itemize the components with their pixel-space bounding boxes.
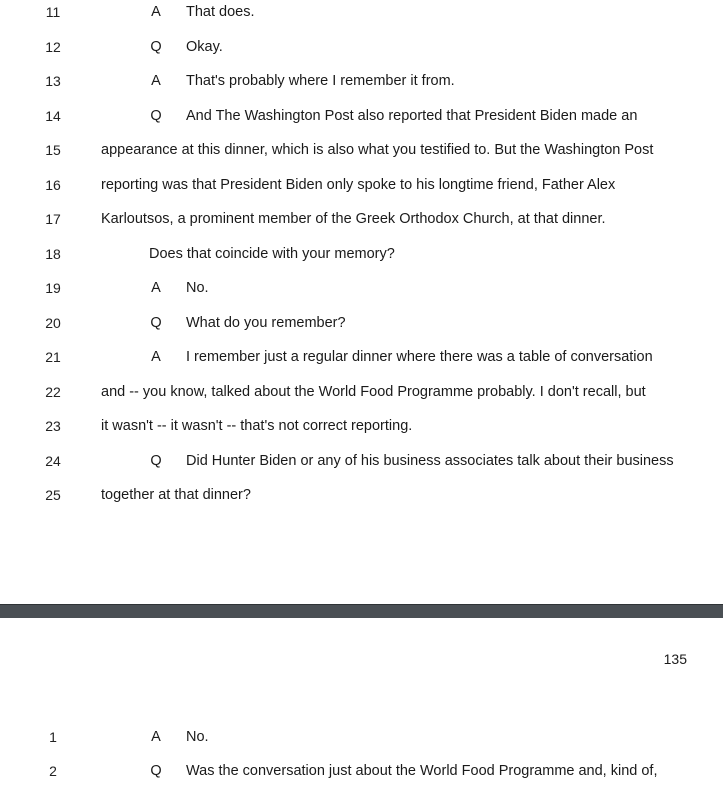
transcript-line bbox=[0, 37, 723, 57]
line-number: 11 bbox=[45, 4, 61, 20]
line-text: What do you remember? bbox=[186, 315, 346, 331]
line-number: 24 bbox=[45, 453, 61, 469]
line-number: 25 bbox=[45, 487, 61, 503]
transcript-line bbox=[0, 244, 723, 264]
line-text: reporting was that President Biden only spoke to his longtime friend, Father Alex bbox=[101, 177, 616, 193]
speaker-label: A bbox=[151, 349, 161, 365]
line-number: 13 bbox=[45, 73, 61, 89]
line-number: 22 bbox=[45, 384, 61, 400]
line-text: That does. bbox=[186, 4, 255, 20]
speaker-label: A bbox=[151, 4, 161, 20]
transcript-line bbox=[0, 485, 723, 505]
line-text: Okay. bbox=[186, 39, 223, 55]
line-text: Did Hunter Biden or any of his business associates talk about their business bbox=[186, 453, 674, 469]
line-text: it wasn't -- it wasn't -- that's not correct reporting. bbox=[101, 418, 413, 434]
transcript-line bbox=[0, 727, 723, 747]
transcript-line bbox=[0, 347, 723, 367]
speaker-label: A bbox=[151, 729, 161, 745]
line-text: That's probably where I remember it from. bbox=[186, 73, 455, 89]
line-text: No. bbox=[186, 280, 209, 296]
transcript-line bbox=[0, 140, 723, 160]
speaker-label: A bbox=[151, 73, 161, 89]
speaker-label: Q bbox=[150, 453, 162, 469]
line-text: I remember just a regular dinner where there was a table of conversation bbox=[186, 349, 653, 365]
speaker-label: Q bbox=[150, 315, 162, 331]
line-text: Karloutsos, a prominent member of the Greek Orthodox Church, at that dinner. bbox=[101, 211, 606, 227]
line-text: No. bbox=[186, 729, 209, 745]
page-number: 135 bbox=[663, 651, 687, 667]
line-number: 23 bbox=[45, 418, 61, 434]
line-text: together at that dinner? bbox=[101, 487, 251, 503]
line-text: appearance at this dinner, which is also what you testified to. But the Washington Post bbox=[101, 142, 654, 158]
line-number: 20 bbox=[45, 315, 61, 331]
line-number: 21 bbox=[45, 349, 61, 365]
line-text: Was the conversation just about the World Food Programme and, kind of, bbox=[186, 763, 658, 779]
transcript-line bbox=[0, 175, 723, 195]
transcript-line bbox=[0, 106, 723, 126]
line-text: And The Washington Post also reported that President Biden made an bbox=[186, 108, 638, 124]
line-text: Does that coincide with your memory? bbox=[149, 246, 395, 262]
transcript-line bbox=[0, 71, 723, 91]
transcript-line bbox=[0, 451, 723, 471]
transcript-line bbox=[0, 2, 723, 22]
line-number: 1 bbox=[49, 729, 57, 745]
transcript-line bbox=[0, 382, 723, 402]
speaker-label: Q bbox=[150, 763, 162, 779]
line-number: 2 bbox=[49, 763, 57, 779]
transcript-line bbox=[0, 278, 723, 298]
line-number: 18 bbox=[45, 246, 61, 262]
page-break-divider bbox=[0, 604, 723, 618]
speaker-label: Q bbox=[150, 39, 162, 55]
transcript-page-bottom bbox=[0, 618, 723, 792]
transcript-line bbox=[0, 313, 723, 333]
speaker-label: Q bbox=[150, 108, 162, 124]
line-number: 17 bbox=[45, 211, 61, 227]
line-number: 19 bbox=[45, 280, 61, 296]
transcript-line bbox=[0, 416, 723, 436]
transcript-line bbox=[0, 761, 723, 781]
line-number: 15 bbox=[45, 142, 61, 158]
line-number: 16 bbox=[45, 177, 61, 193]
transcript-line bbox=[0, 209, 723, 229]
line-number: 14 bbox=[45, 108, 61, 124]
line-number: 12 bbox=[45, 39, 61, 55]
line-text: and -- you know, talked about the World Food Programme probably. I don't recall, but bbox=[101, 384, 646, 400]
speaker-label: A bbox=[151, 280, 161, 296]
